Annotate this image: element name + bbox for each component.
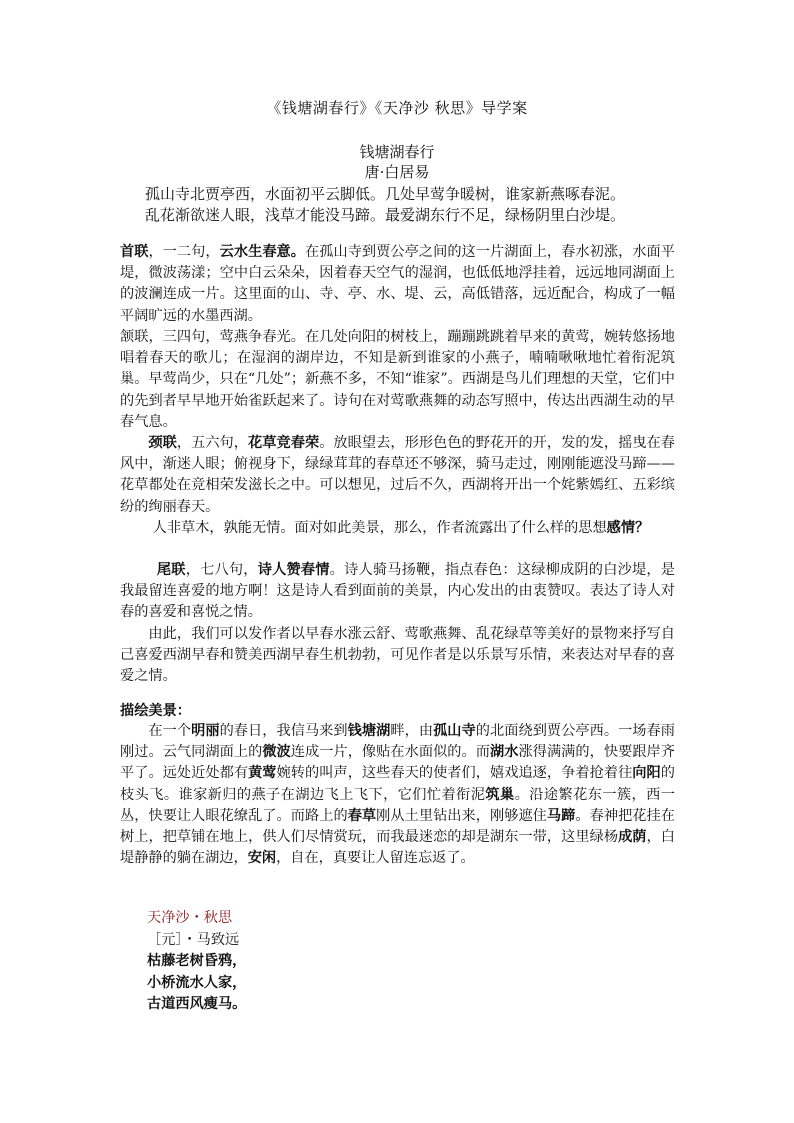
analysis-jinglian: 颈联，五六句，花草竞春荣。放眼望去，形形色色的野花开的开，发的发，摇曳在春风中，渐迷人眼；俯视身下，绿绿茸茸的春草还不够深，骑马走过，刚刚能遮没马蹄——花草都处在竞相荣发滋长之中。可以想见，过后不久，西湖将开出一个姹紫嫣红、五彩缤纷的绚丽春天。 (120, 435, 675, 515)
poem-line-2: 乱花渐欲迷人眼，浅草才能没马蹄。最爱湖东行不足，绿杨阴里白沙堤。 (145, 206, 626, 224)
analysis-shoulian: 首联，一二句，云水生春意。在孤山寺到贾公亭之间的这一片湖面上，春水初涨，水面平堤，微波荡漾；空中白云朵朵，因着春天空气的湿润，也低低地浮挂着，远远地同湖面上的波澜连成一片。这里面的山、寺、亭、水、堤、云，高低错落，远近配合，构成了一幅平阔旷远的水墨西湖。 (120, 244, 675, 324)
second-poem-line-1: 枯藤老树昏鸦， (147, 953, 247, 969)
jinglian-heading: 颈联 (148, 435, 177, 451)
document-title: 《钱塘湖春行》《天净沙 秋思》导学案 (266, 99, 528, 117)
analysis-hanlian: 颔联，三四句，莺燕争春光。在几处向阳的树枝上，蹦蹦跳跳着早来的黄莺，婉转悠扬地唱着春天的歌儿；在湿润的湖岸边，不知是新到谁家的小燕子，喃喃啾啾地忙着衔泥筑巢。早莺尚少，只在“几处”；新燕不多，不知“谁家”。西湖是鸟儿们理想的天堂，它们中的先到者早早地开始雀跃起来了。诗句在对莺歌燕舞的动态写照中，传达出西湖生动的早春气息。 (120, 329, 675, 430)
second-poem (147, 908, 246, 1016)
describe-heading: 描绘美景： (120, 703, 191, 719)
poem-line-1: 孤山寺北贾亭西，水面初平云脚低。几处早莺争暖树，谁家新燕啄春泥。 (145, 185, 626, 203)
weilian-heading: 尾联 (156, 562, 186, 578)
second-poem-line-2: 小桥流水人家， (147, 974, 247, 991)
analysis-summary: 由此，我们可以发作者以早春水涨云舒、莺歌燕舞、乱花绿草等美好的景物来抒写自己喜爱西湖早春和赞美西湖早春生机勃勃，可见作者是以乐景写乐情，来表达对早春的喜爱之情。 (120, 626, 675, 685)
poem-author: 唐·白居易 (364, 163, 430, 181)
poem-title: 钱塘湖春行 (359, 143, 435, 161)
analysis-weilian: 尾联，七八句，诗人赞春情。诗人骑马扬鞭，指点春色：这绿柳成阴的白沙堤，是我最留连喜爱的地方啊！这是诗人看到面前的美景，内心发出的由衷赞叹。表达了诗人对春的喜爱和喜悦之情。 (120, 562, 675, 621)
analysis-question: 人非草木，孰能无情。面对如此美景，那么，作者流露出了什么样的思想感情？ (152, 520, 650, 536)
shoulian-heading: 首联 (120, 244, 149, 260)
second-poem-title: 天净沙・秋思 (147, 910, 233, 926)
second-poem-line-3: 古道西风瘦马。 (147, 996, 247, 1012)
describe-paragraph: 在一个明丽的春日，我信马来到钱塘湖畔，由孤山寺的北面绕到贾公亭西。一场春雨刚过。云气同湖面上的微波连成一片，像贴在水面似的。而湖水涨得满满的，快要跟岸齐平了。远处近处都有黄莺婉转的叫声，这些春天的使者们，嬉戏追逐，争着抢着往向阳的枝头飞。谁家新归的燕子在湖边飞上飞下，它们忙着衔泥筑巢。沿途繁花东一簇，西一丛，快要让人眼花缭乱了。而路上的春草刚从土里钻出来，刚够遮住马蹄。春神把花挂在树上，把草铺在地上，供人们尽情赏玩，而我最迷恋的却是湖东一带，这里绿杨成荫，白堤静静的躺在湖边，安闲，自在，真要让人留连忘返了。 (120, 723, 675, 867)
second-poem-author: ［元］・马致远 (147, 931, 240, 948)
